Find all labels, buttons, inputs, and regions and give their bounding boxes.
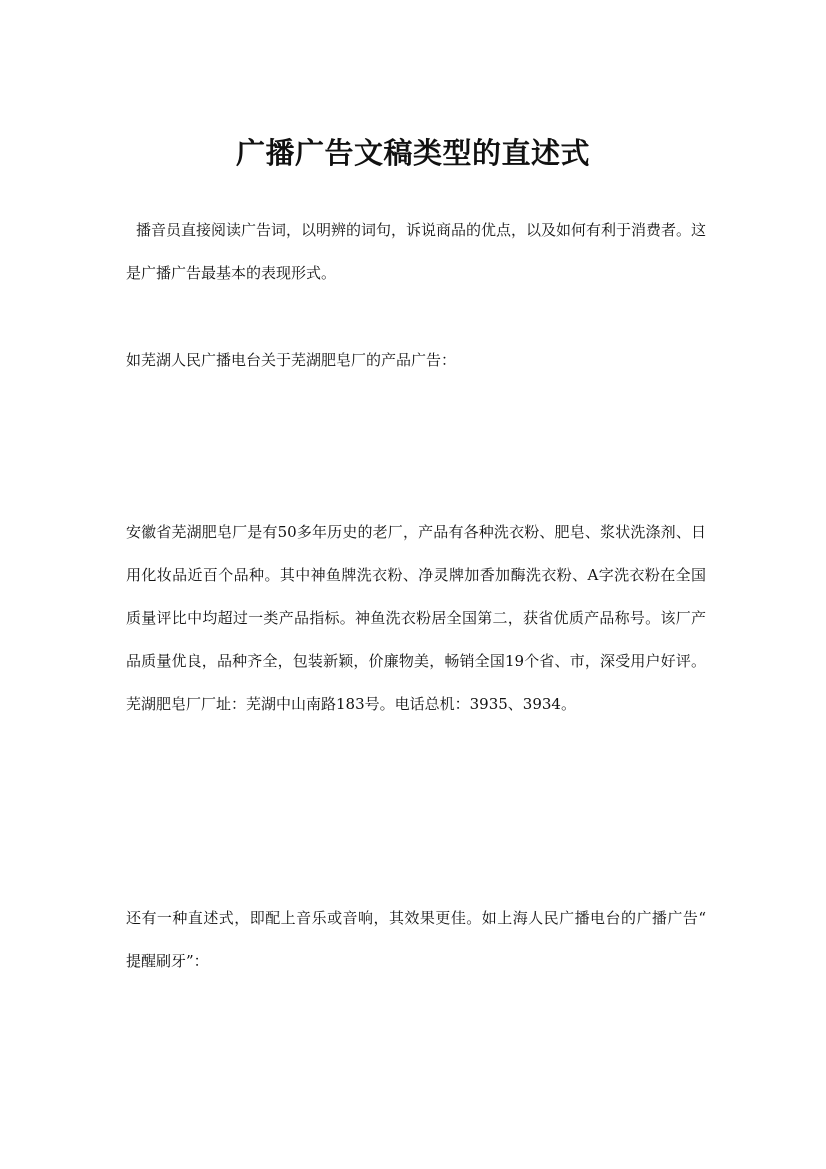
paragraph-intro: 播音员直接阅读广告词，以明辨的词句，诉说商品的优点，以及如何有利于消费者。这是广播广告最基本的表现形式。 (126, 221, 707, 282)
paragraph-ad-copy: 安徽省芜湖肥皂厂是有50多年历史的老厂，产品有各种洗衣粉、肥皂、浆状洗涤剂、日用化妆品近百个品种。其中神鱼牌洗衣粉、净灵牌加香加酶洗衣粉、A字洗衣粉在全国质量评比中均超过一类产品指标。神鱼洗衣粉居全国第二，获省优质产品称号。该厂产品质量优良，品种齐全，包装新颖，价廉物美，畅销全国19个省、市，深受用户好评。芜湖肥皂厂厂址：芜湖中山南路183号。电话总机：3935、3934。 (126, 523, 706, 713)
page-title: 广播广告文稿类型的直述式 (235, 136, 590, 171)
paragraph-example-lead: 如芜湖人民广播电台关于芜湖肥皂厂的产品广告： (126, 351, 457, 369)
paragraph-music-variant: 还有一种直述式，即配上音乐或音响，其效果更佳。如上海人民广播电台的广播广告“ 提醒刷牙”： (126, 909, 706, 970)
